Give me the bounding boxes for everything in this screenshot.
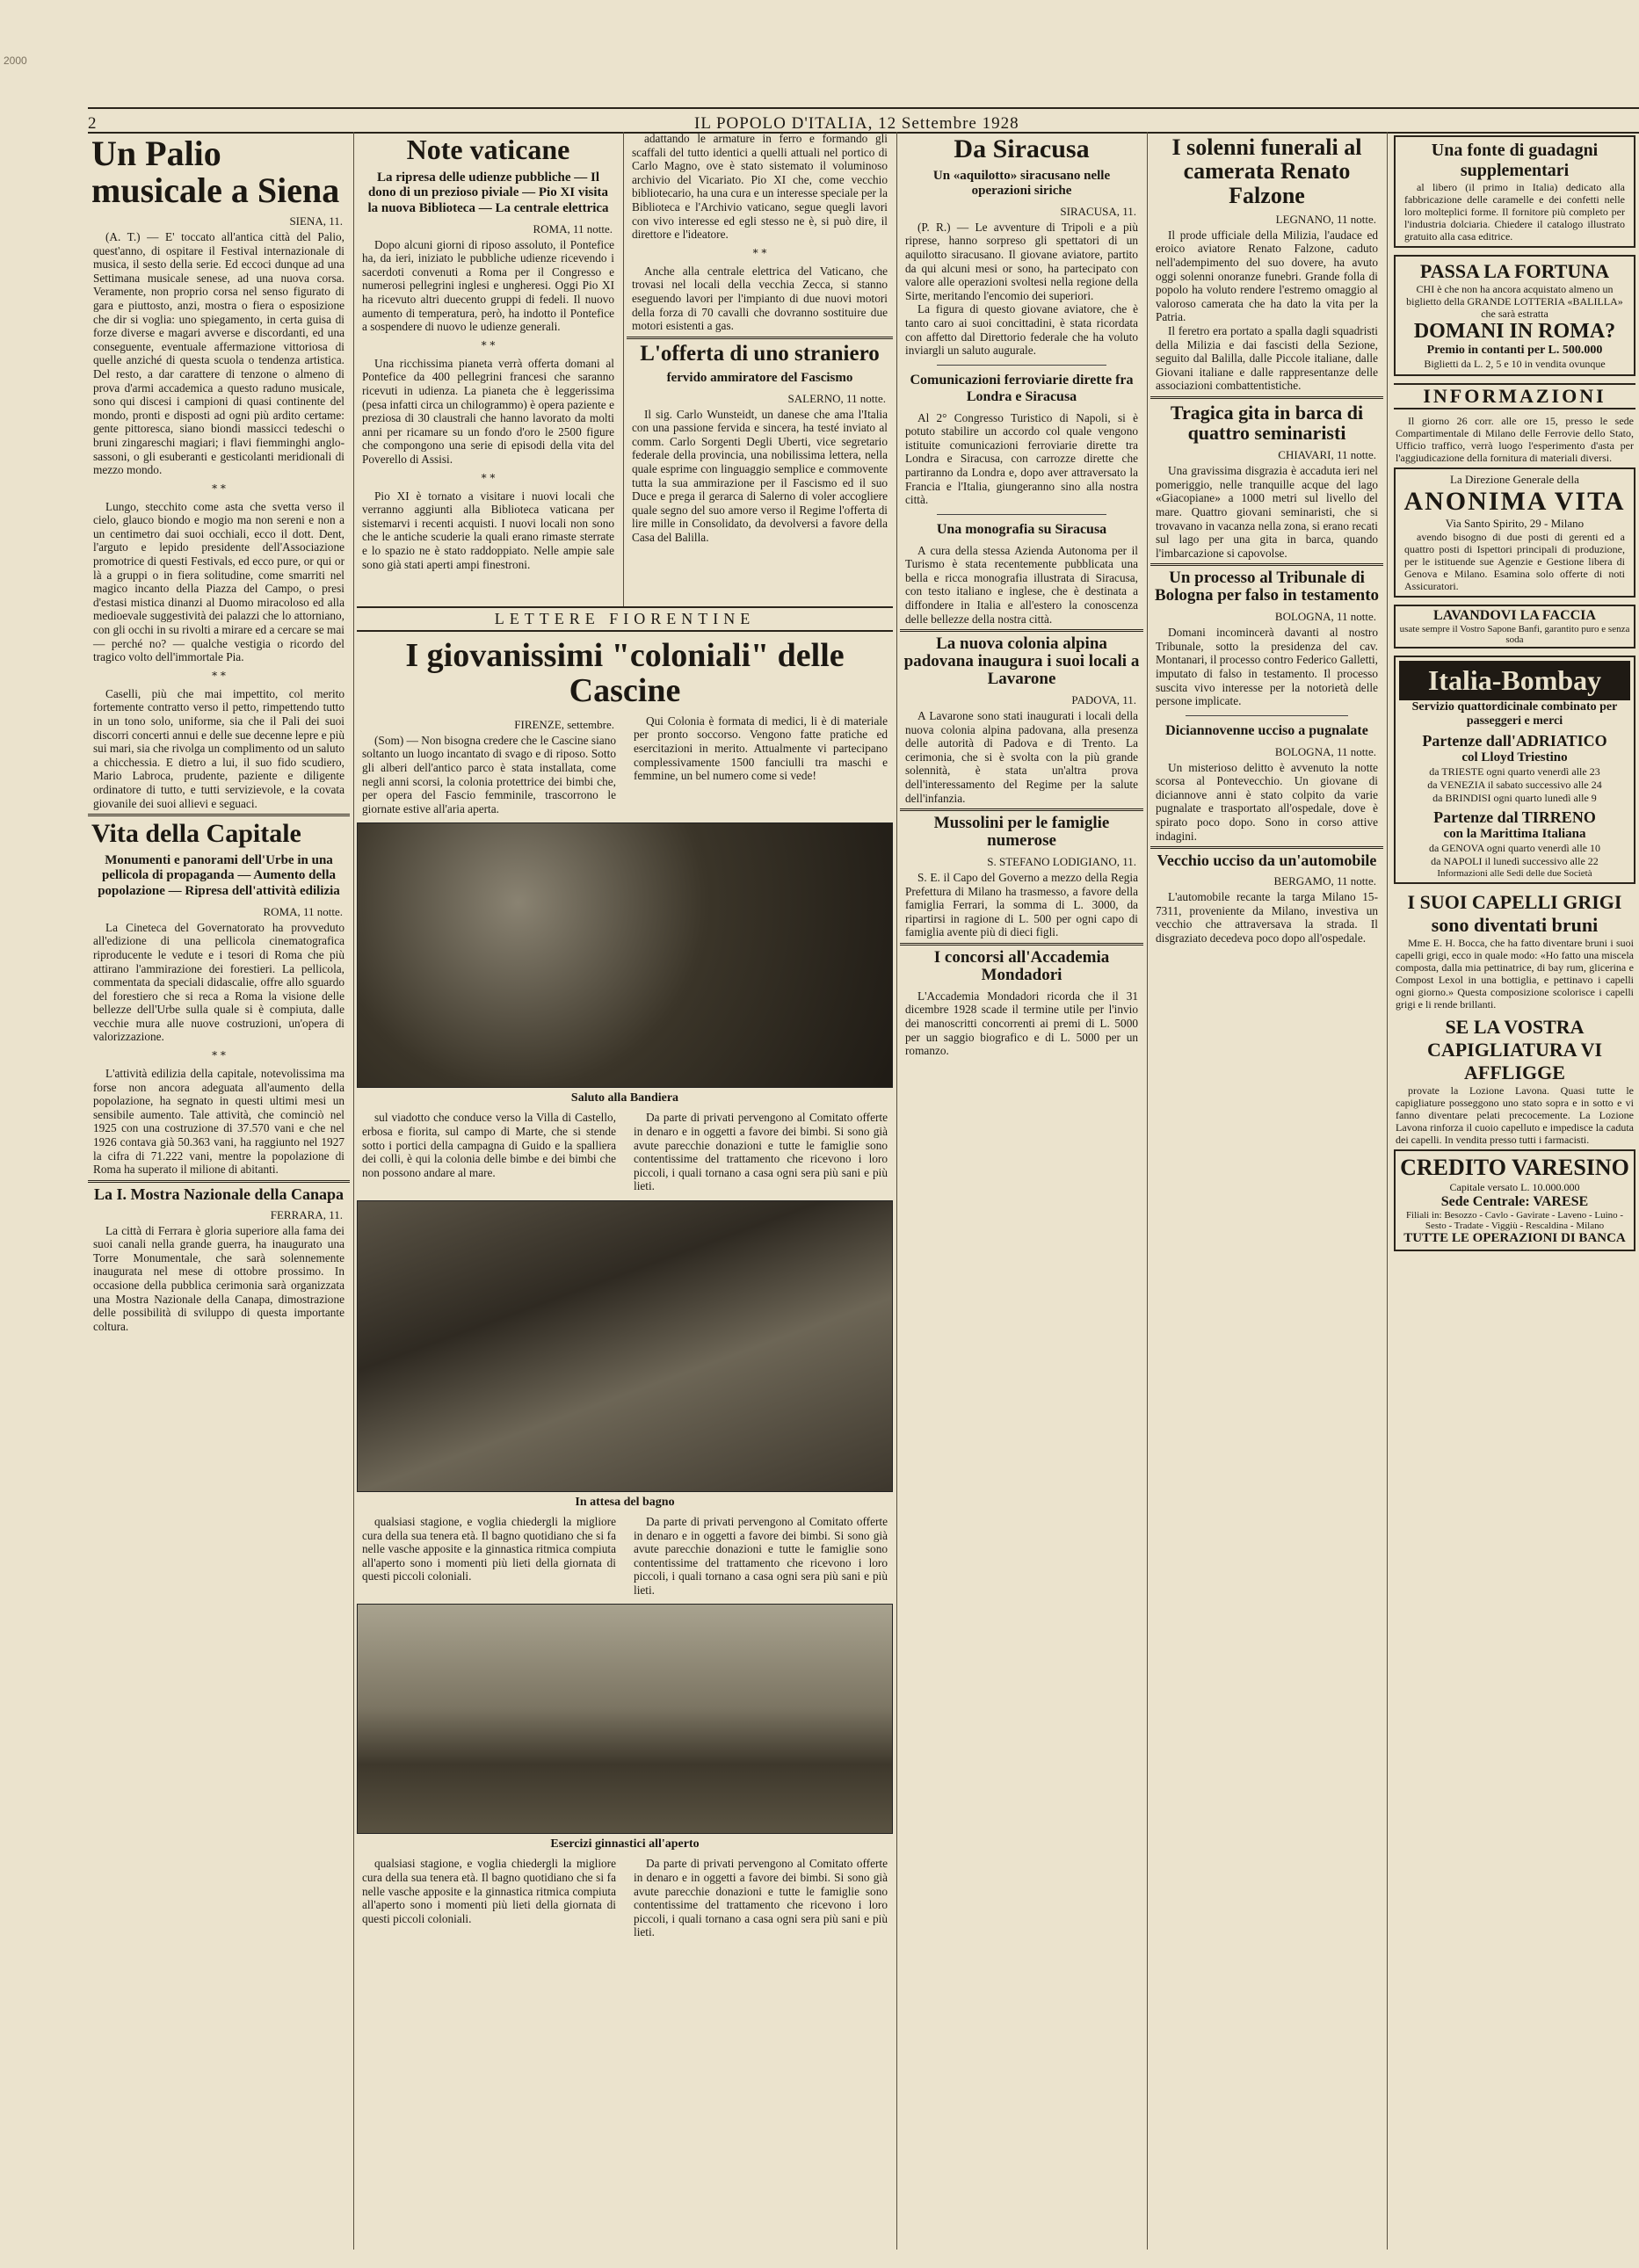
ad-body: avendo bisogno di due posti di gerenti ed a quattro posti di Ispettori principali di produzione, per le istituende sue Agenzie e Gestione libera di Genova e Milano. Esamina solo offerte di noti Assicuratori. xyxy=(1404,531,1625,592)
subheadline: Un «aquilotto» siracusano nelle operazioni siriche xyxy=(932,168,1111,199)
headline-ferrovie: Comunicazioni ferroviarie dirette fra Londra e Siracusa xyxy=(910,372,1134,404)
article-paragraph: Un misterioso delitto è avvenuto la notte scorsa al Pontevecchio. Un giovane di diciannove anni è stato colpito da varie pugnalate e trasportato all'ospedale, dove è spirato poco dopo. Sono in corso attive indagini. xyxy=(1156,760,1378,843)
intro-right xyxy=(628,714,893,816)
photo-caption: In attesa del bagno xyxy=(575,1495,675,1509)
dateline: BOLOGNA, 11 notte. xyxy=(1274,744,1376,758)
headline-automobile: Vecchio ucciso da un'automobile xyxy=(1157,851,1377,870)
article-paragraph: Da parte di privati pervengono al Comitato offerte in denaro e in oggetti a favore dei bimbi. Si sono già avute parecchie donazioni e tutte le famiglie sono contentissime del trattamento che ricevono i loro piccoli, i quali tornano a casa ogni sera più sani e più lieti. xyxy=(634,1857,888,1939)
ad-anonima-vita xyxy=(1394,467,1635,598)
article-paragraph: Anche alla centrale elettrica del Vaticano, che trovasi nel locali della vecchia Zecca, si stanno eseguendo lavori per l'impianto di due nuovi motori della forza di 70 cavalli che dovranno sostituire due motori esistenti a gas. xyxy=(632,264,888,333)
ad-capital: Capitale versato L. 10.000.000 xyxy=(1449,1181,1580,1193)
article-paragraph: qualsiasi stagione, e voglia chiedergli la migliore cura della sua tenera età. Il bagno quotidiano che si fa nelle vasche apposite e la ginnastica ritmica compiuta all'aperto sono i momenti più lieti della giornata di questi piccoli coloniali. xyxy=(362,1857,616,1925)
article-paragraph: qualsiasi stagione, e voglia chiedergli la migliore cura della sua tenera età. Il bagno quotidiano che si fa nelle vasche apposite e la ginnastica ritmica compiuta all'aperto sono i momenti più lieti della giornata di questi piccoli coloniali. xyxy=(362,1514,616,1583)
masthead-top-rule xyxy=(88,107,1639,109)
ad-section: Partenze dal TIRRENO xyxy=(1433,808,1596,826)
dateline: FERRARA, 11. xyxy=(270,1207,343,1221)
dateline: CHIAVARI, 11 notte. xyxy=(1278,448,1376,462)
info-title: INFORMAZIONI xyxy=(1394,383,1635,409)
article-paragraph: (P. R.) — Le avventure di Tripoli e a più riprese, hanno sorpreso gli spettatori di un aquilotto siracusano. Il giovane aviatore, partito da qui alcuni mesi or sono, ha partecipato con valore alle operazioni svoltesi nella regione della Sirte, meritando l'encomio dei superiori. xyxy=(905,220,1138,302)
subheadline: fervido ammiratore del Fascismo xyxy=(666,370,853,385)
headline-cascine: I giovanissimi "coloniali" delle Cascine xyxy=(405,637,845,709)
ad-address: Via Santo Spirito, 29 - Milano xyxy=(1445,517,1585,530)
dateline: LEGNANO, 11 notte. xyxy=(1275,212,1376,226)
divider xyxy=(937,365,1107,366)
article-paragraph: Il feretro era portato a spalla dagli squadristi della Milizia e dai fascisti della Sezione, seguito dal Balilla, dalle Piccole italiane, dalle Giovani italiane e dalle rappresentanze delle associazioni combattentistiche. xyxy=(1156,324,1378,393)
ad-title: ANONIMA VITA xyxy=(1403,487,1626,516)
section-stars: * * xyxy=(481,338,496,351)
dateline: ROMA, 11 notte. xyxy=(533,221,613,235)
ad-credito-varesino xyxy=(1394,1149,1635,1251)
ad-prize: Premio in contanti per L. 500.000 xyxy=(1426,344,1603,357)
headline-gita-barca: Tragica gita in barca di quattro seminaristi xyxy=(1170,402,1364,445)
subheadline: La ripresa delle udienze pubbliche — Il dono di un prezioso piviale — Pio XI visita la nuova Biblioteca — La centrale elettrica xyxy=(367,170,609,215)
ad-tickets: Biglietti da L. 2, 5 e 10 in vendita ovunque xyxy=(1424,358,1606,370)
article-paragraph: Qui Colonia è formata di medici, li è di materiale per pronto soccorso. Vengono fatte pratiche ed esercitazioni in merito. Attualmente vi partecipano complessivamente 1500 fanciulli tra maschi e femmine, un bel numero come si vede! xyxy=(634,714,888,783)
ad-title: PASSA LA FORTUNA xyxy=(1419,260,1610,282)
headline-lavarone: La nuova colonia alpina padovana inaugura i suoi locali a Lavarone xyxy=(903,634,1140,689)
divider xyxy=(1150,396,1383,399)
photo-caption: Esercizi ginnastici all'aperto xyxy=(550,1837,700,1851)
divider xyxy=(900,629,1143,632)
article-paragraph: A Lavarone sono stati inaugurati i locali della nuova colonia alpina padovana, alla presenza delle autorità di Padova e di Trento. La cerimonia, che si è svolta con la più grande solennità, è stata un'altra prova dell'interessamento del Regime per la salute dell'infanzia. xyxy=(905,708,1138,805)
column-rule xyxy=(896,132,897,2250)
article-paragraph: Da parte di privati pervengono al Comitato offerte in denaro e in oggetti a favore dei bimbi. Si sono già avute parecchie donazioni e tutte le famiglie sono contentissime del trattamento che ricevono i loro piccoli, i quali tornano a casa ogni sera più sani e più lieti. xyxy=(634,1514,888,1597)
section-stars: * * xyxy=(752,246,767,259)
section-stars: * * xyxy=(212,669,226,682)
headline-processo: Un processo al Tribunale di Bologna per falso in testamento xyxy=(1154,569,1380,605)
column-3 xyxy=(627,132,893,602)
divider xyxy=(900,808,1143,811)
article-paragraph: Da parte di privati pervengono al Comitato offerte in denaro e in oggetti a favore dei bimbi. Si sono già avute parecchie donazioni e tutte le famiglie sono contentissime del trattamento che ricevono i loro piccoli, i quali tornano a casa ogni sera più sani e più lieti. xyxy=(634,1111,888,1193)
column-rule xyxy=(353,132,354,2250)
article-paragraph: Caselli, più che mai impettito, col merito fortemente contratto verso il petto, rimpettendo tutto in un tono solo, uniforme, sia che il Pali dei suoi discorri concerti annui e delle sue decenne lepre e più sui mari, sia che rivolga un complimento od un saluto a chicchessia. E dietro a lui, il suo fido scudiero, Mario Labroca, prudente, paziente e diligente ordinatore di tutto, e tutti servizievole, e la covata giovanile dei suoi allievi e seguaci. xyxy=(93,686,344,810)
ad-departure: da GENOVA ogni quarto venerdì alle 10 xyxy=(1428,842,1601,854)
ad-capelli-grigi-title: I SUOI CAPELLI GRIGI sono diventati bruni xyxy=(1407,891,1622,936)
dateline: FIRENZE, settembre. xyxy=(514,717,614,731)
ad-sede: Sede Centrale: VARESE xyxy=(1440,1194,1589,1209)
headline-siracusa: Da Siracusa xyxy=(954,134,1090,163)
ad-guadagni xyxy=(1394,135,1635,248)
article-paragraph: (Som) — Non bisogna credere che le Cascine siano soltanto un luogo incantato di svago e di riposo. Sotto gli alberi dell'antico parco è stata installata, come negli anni scorsi, la colonia protettrice dei bimbi che, per opera del Fascio femminile, trascorrono le giornate estive all'aria aperta. xyxy=(362,733,616,815)
photo-caption: Saluto alla Bandiera xyxy=(570,1091,679,1105)
column-rule xyxy=(1387,132,1388,2250)
ad-body: al libero (il primo in Italia) dedicato alla fabbricazione delle caramelle e dei confetti nelle loro molteplici forme. Il fornitore più completo per l'industria dolciaria. Chiedere il catalogo illustrato gratuito alla casa editrice. xyxy=(1404,181,1625,243)
photo-saluto-bandiera xyxy=(357,822,893,1088)
intro-row xyxy=(357,714,893,816)
dateline: S. STEFANO LODIGIANO, 11. xyxy=(987,855,1136,868)
ad-filiali: Filiali in: Besozzo - Cavlo - Gavirate - Laveno - Luino - Sesto - Tradate - Viggiù - Rescaldina - Milano xyxy=(1405,1210,1624,1231)
ad-info: Informazioni alle Sedi delle due Società xyxy=(1437,868,1592,879)
article-paragraph: La Cineteca del Governatorato ha provveduto all'edizione di una pellicola cinematografica riproducente le vedute e i tesori di Roma che più attirano l'ammirazione dei forestieri. La pellicola, commentata da speciali didascalie, offre allo sguardo del forestiero che si reca a Roma la visione delle bellezze dell'Urbe sulla quale si è compiuta, dalle vecchie mura alle nuove costruzioni, un'opera di valorizzazione. xyxy=(93,920,344,1044)
divider xyxy=(900,943,1143,946)
article-paragraph: Una gravissima disgrazia è accaduta ieri nel pomeriggio, nelle tranquille acque del lago «Giacopiane» a 1000 metri sul livello del mare. Quattro giovani seminaristi, che si trovavano in vacanza nella zona, si erano recati sul lago per una gita in barca, quando l'imbarcazione si capovolse. xyxy=(1156,464,1378,560)
headline-capitale: Vita della Capitale xyxy=(91,819,301,849)
ad-departure: da NAPOLI il lunedì successivo alle 22 xyxy=(1431,855,1599,867)
info-body: Il giorno 26 corr. alle ore 15, presso le sede Compartimentale di Milano delle Ferrovie dello Stato, Ufficio traffico, verrà luogo l'esperimento d'asta per l'aggiudicazione della fornitura di materiali diversi. xyxy=(1396,415,1634,464)
divider xyxy=(1186,715,1349,716)
ad-line: con la Marittima Italiana xyxy=(1443,827,1586,841)
article-paragraph: La figura di questo giovane aviatore, che è tanto caro ai suoi concittadini, è stata ricordata con affetto dal Direttorio federale che ha voluto inviargli un saluto augurale. xyxy=(905,302,1138,358)
headline-monografia: Una monografia su Siracusa xyxy=(936,521,1107,537)
dateline: SALERNO, 11 notte. xyxy=(787,391,886,405)
headline-vaticane: Note vaticane xyxy=(406,134,570,165)
section-stars: * * xyxy=(481,471,496,484)
headline-straniero: L'offerta di uno straniero xyxy=(640,341,880,366)
divider xyxy=(88,814,350,816)
dateline: SIRACUSA, 11. xyxy=(1060,204,1136,218)
ad-lavandovi xyxy=(1394,605,1635,649)
ad-title: LAVANDOVI LA FACCIA xyxy=(1433,608,1596,623)
column-1 xyxy=(88,132,350,2250)
ad-title: Una fonte di guadagni supplementari xyxy=(1431,141,1599,180)
bottom-row xyxy=(357,1857,893,1939)
photo-esercizi xyxy=(357,1604,893,1834)
section-header: LETTERE FIORENTINE xyxy=(357,606,893,632)
dateline: PADOVA, 11. xyxy=(1071,692,1136,706)
feature-cascine xyxy=(357,606,893,2250)
ad-section: Partenze dall'ADRIATICO xyxy=(1422,732,1607,750)
dateline: ROMA, 11 notte. xyxy=(263,904,343,918)
ad-italia-bombay xyxy=(1394,656,1635,884)
article-paragraph: L'attività edilizia della capitale, notevolissima ma forse non ancora adeguata all'aumento della popolazione, ha segnato in questi ultimi mesi un sensibile aumento. Tale attività, che cominciò nel 1925 con una costruzione di 37.570 vani e che nel 1926 contava già 50.363 vani, ha raggiunto nel 1927 la cifra di 71.222 vani, mentre la popolazione di Roma ha superato il milione di abitanti. xyxy=(93,1067,344,1177)
divider xyxy=(1150,846,1383,849)
article-paragraph: adattando le armature in ferro e formando gli scaffali del tutto identici a quelli attuali nel portico di Carlo Magno, ove è stato sistemato il voluminoso archivio del Vicariato. Pio XI che, come vecchio bibliotecario, ha una cura e un interesse speciale per la Biblioteca e l'Archivio vaticano, segue quegli lavori con vivo interesse ed egli stesso ne è, si può dire, il direttore e l'ideatore. xyxy=(632,132,888,242)
ad-footer: TUTTE LE OPERAZIONI DI BANCA xyxy=(1403,1231,1626,1245)
headline-famiglie: Mussolini per le famiglie numerose xyxy=(933,814,1110,851)
divider xyxy=(937,514,1107,515)
ad-departure: da BRINDISI ogni quarto lunedì alle 9 xyxy=(1432,792,1597,804)
article-paragraph: Il sig. Carlo Wunsteidt, un danese che ama l'Italia con una passione fervida e sincera, ha testé inviato al comm. Carlo Sorgenti Degli Uberti, vice segretario federale della provincia, una nobilissima lettera, nella quale esprime con linguaggio semplice e commovente tutta la sua ammirazione per il Fascismo ed il suo Duce e prega il gerarca di Salerno di voler accogliere quale segno del suo amore verso il Regime l'offerta di lire mille in Consolidato, da devolversi a favore della Casa del Balilla. xyxy=(632,407,888,544)
dateline: BOLOGNA, 11 notte. xyxy=(1274,610,1376,624)
ad-body: CHI è che non ha ancora acquistato almeno un biglietto della GRANDE LOTTERIA «BALILLA» che sarà estratta xyxy=(1406,283,1623,320)
article-paragraph: Una ricchissima pianeta verrà offerta domani al Pontefice da 400 pellegrini francesi che saranno ricevuti in udienza. La pianeta che è leggerissima (pesa infatti circa un chilogrammo) è opera paziente e preziosa di 30 claustrali che hanno lavorato da molti anni per ricamare su un fondo d'oro le 2500 figure che compongono una serie di episodi della vita del Poverello di Assisi. xyxy=(362,356,614,466)
ad-capigliatura-title: SE LA VOSTRA CAPIGLIATURA VI AFFLIGGE xyxy=(1426,1016,1603,1083)
ad-capigliatura-body: provate la Lozione Lavona. Quasi tutte le capigliature posseggono uno stato sopra e in sotto e vi fanno diventare pelati precocemente. La Lozione Lavona rinforza il cuoio capelluto e impedisce la caduta dei capelli. In vendita presso tutti i farmacisti. xyxy=(1396,1084,1634,1146)
section-stars: * * xyxy=(212,1049,226,1062)
intro-left xyxy=(357,714,621,816)
article-paragraph: L'Accademia Mondadori ricorda che il 31 dicembre 1928 scade il termine utile per l'invio dei manoscritti concorrenti ai premi di L. 5000 per un saggio biografico e di L. 5000 per un romanzo. xyxy=(905,989,1138,1058)
ad-lotteria xyxy=(1394,255,1635,376)
ad-subtitle: Servizio quattordicinale combinato per passeggeri e merci xyxy=(1411,700,1618,728)
headline-pugnalate: Diciannovenne ucciso a pugnalate xyxy=(1165,722,1368,738)
headline-canapa: La I. Mostra Nazionale della Canapa xyxy=(93,1185,344,1203)
divider xyxy=(1150,563,1383,566)
photo-attesa-bagno xyxy=(357,1200,893,1492)
article-paragraph: La città di Ferrara è gloria superiore alla fama dei suoi canali nella grande guerra, ha inaugurato una Torre Monumentale, che sarà solennemente inaugurata nel mese di ottobre prossimo. In occasione della pubblica cerimonia sarà organizzata una Mostra Nazionale della Canapa, dimostrazione delle possibilità di sviluppo di questa importante coltura. xyxy=(93,1223,344,1333)
ad-title: Italia-Bombay xyxy=(1399,661,1630,700)
dateline: BERGAMO, 11 notte. xyxy=(1273,874,1376,888)
ad-line: col Lloyd Triestino xyxy=(1461,750,1568,764)
headline-funerali: I solenni funerali al camerata Renato Falzone xyxy=(1171,134,1362,208)
article-paragraph: Dopo alcuni giorni di riposo assoluto, il Pontefice ha, da ieri, iniziato le pubbliche udienze ricevendo i sacerdoti convenuti a Roma per il Congresso e numerosi pellegrini inglesi e ungheresi. Oggi Pio XI ha ricevuto altri duecento gruppi di fedeli. Il nuovo aumento di temperatura, però, ha indotto il Pontefice a sospendere di nuovo le udienze generali. xyxy=(362,237,614,334)
ad-title: CREDITO VARESINO xyxy=(1400,1155,1629,1180)
article-paragraph: (A. T.) — E' toccato all'antica città del Palio, quest'anno, di ospitare il Festival internazionale di musica, il sesto della serie. Ed eccoci dunque ad una Settimana musicale senese, ad una nuova corsa. Veramente, non proprio corsa nel senso figurato di gara e piuttosto, anzi, mostra o fiera o esposizione che dir si voglia: uno spiegamento, in certa guisa di forze diverse e magari avverse e discordanti, ed una conseguente, eventuale affermazione vittoriosa di quelle anziché di questa scuola o tendenza artistica. Del resto, a dar carattere di tenzone o almeno di prova d'armi accademica a questo raduno musicale, sono qui discesi i campioni di quasi continente del mondo, pronti e disposti ad ogni più ardito certame: gente pittoresca, siano biondi massicci tedeschi o bruni zingareschi magiari; i flavi fiemminghi anglo-sassoni, o gli esuberanti e gesticolanti meridionali di mezzo mondo. xyxy=(93,230,344,477)
divider xyxy=(627,337,893,339)
column-4 xyxy=(900,132,1143,2250)
article-paragraph: Il prode ufficiale della Milizia, l'audace ed eroico aviatore Renato Falzone, caduto nell'adempimento del suo dovere, ha avuto oggi solenni onoranze funebri. Grande folla di popolo ha voluto rendere l'estremo omaggio al valoroso camerata che ha dato la vita per la Patria. xyxy=(1156,228,1378,324)
ad-body: usate sempre il Vostro Sapone Banfi, garantito puro e senza soda xyxy=(1399,624,1630,645)
mid-row xyxy=(357,1111,893,1193)
lower-row xyxy=(357,1515,893,1598)
divider xyxy=(88,1180,350,1183)
ad-header: La Direzione Generale della xyxy=(1450,473,1579,486)
ad-capelli-grigi-body: Mme E. H. Bocca, che ha fatto diventare bruni i suoi capelli grigi, ecco in quale modo: «Ho fatto una miscela composta, dalla mia pettinatrice, di bay rum, glicerina e Compost Lexol in una bottiglia, e pettinavo i capelli ogni giorno.» Questa composizione scolorisce i capelli grigi e li rende brillanti. xyxy=(1396,937,1634,1011)
corner-mark: 2000 xyxy=(4,54,27,67)
article-paragraph: S. E. il Capo del Governo a mezzo della Regia Prefettura di Milano ha trasmesso, a favore della famiglia Ferrari, la somma di L. 3000, da ripartirsi in ragione di L. 500 per ogni capo di famiglia avente più di dieci figli. xyxy=(905,871,1138,939)
subheadline: Monumenti e panorami dell'Urbe in una pellicola di propaganda — Aumento della popolazione — Ripresa dell'attività edilizia xyxy=(98,852,340,899)
article-paragraph: A cura della stessa Azienda Autonoma per il Turismo è stata recentemente pubblicata una bella e ricca monografia illustrata di Siracusa, con testo italiano e inglese, che è destinata a diffondere in Italia e all'estero la conoscenza delle bellezze della nostra città. xyxy=(905,543,1138,626)
column-5 xyxy=(1150,132,1383,2250)
section-stars: * * xyxy=(212,482,226,495)
article-paragraph: Al 2° Congresso Turistico di Napoli, si è potuto stabilire un accordo col quale vengono istituite comunicazioni ferroviarie dirette tra Londra e Siracusa, con carrozze dirette che partiranno da Londra e, dopo aver attraversato la Francia e l'Italia, giungeranno sino alla nostra città. xyxy=(905,410,1138,507)
article-paragraph: Lungo, stecchito come asta che svetta verso il cielo, glauco biondo e mogio ma non sereni e non a un centimetro dai suoi occhiali, ecco il dott. Dent, l'arguto e lepido presidente dell'Associazione promotrice di questi Festivals, ed ecco pure, or qui or là a gruppi o in fiera solitudine, come smarriti nel magico incanto della Piazza del Campo, o presi d'estasi mistica dinanzi al Duomo miracoloso ed alla medioevale suggestività dei palazzi che lo attorniano, con gli occhi in su rivolti a mirare ed a cercare se mai — perché no? — qualche vestigia o ricordo del tragico volto dell'immortale Pia. xyxy=(93,499,344,664)
masthead-title: IL POPOLO D'ITALIA, 12 Settembre 1928 xyxy=(694,114,1019,133)
article-paragraph: Pio XI è tornato a visitare i nuovi locali che verranno aggiunti alla Biblioteca vaticana per sistemarvi i recenti acquisti. I nuovi locali non sono che le antiche scuderie la quali erano rimaste sterrate e lo spazio ne è stato raddoppiato. Nelle ampie sale sono già stati aperti ampi finestroni. xyxy=(362,489,614,571)
ad-emphasis: DOMANI IN ROMA? xyxy=(1413,320,1616,343)
ad-departure: da TRIESTE ogni quarto venerdì alle 23 xyxy=(1429,765,1600,778)
article-paragraph: L'automobile recante la targa Milano 15-7311, proveniente da Milano, investiva un vecchio che attraversava la strada. Il disgraziato decedeva poco dopo all'ospedale. xyxy=(1156,890,1378,945)
article-paragraph: sul viadotto che conduce verso la Villa di Castello, erbosa e fiorita, sul campo di Marte, che si stende sotto i portici della campagna di Guido e la spalliera dei colli, è qui la colonia delle bimbe e dei bimbi che non possono andare al mare. xyxy=(362,1111,616,1179)
column-rule xyxy=(1147,132,1148,2250)
headline-mondadori: I concorsi all'Accademia Mondadori xyxy=(933,947,1110,984)
article-paragraph: Domani incomincerà davanti al nostro Tribunale, sotto la presidenza del cav. Montanari, il processo contro Federico Galletti, imputato di falso in testamento. Il processo suscita vivo interesse per la notorietà delle persone implicate. xyxy=(1156,626,1378,708)
page-number: 2 xyxy=(88,114,98,133)
column-6-ads xyxy=(1390,132,1639,2250)
headline-palio: Un Palio musicale a Siena xyxy=(91,134,340,210)
ad-departure: da VENEZIA il sabato successivo alle 24 xyxy=(1427,779,1602,791)
dateline: SIENA, 11. xyxy=(289,214,343,228)
